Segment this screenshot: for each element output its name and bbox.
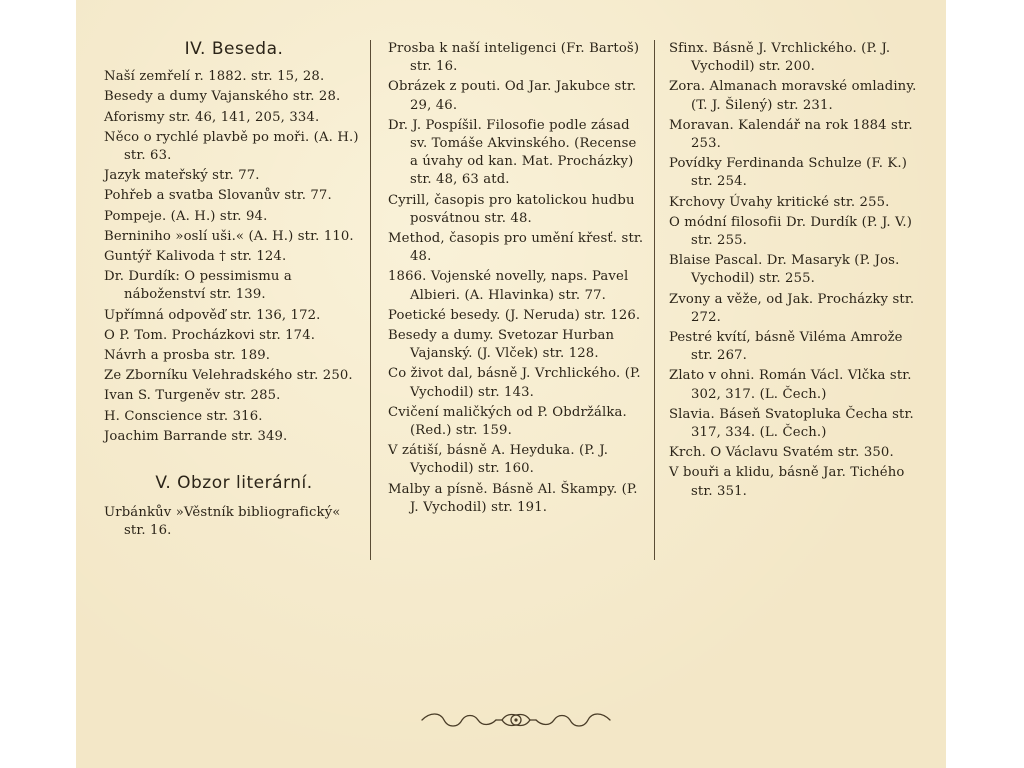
index-entry: Besedy a dumy Vajanského str. 28. xyxy=(104,89,341,105)
index-entry: Slavia. Báseň Svatopluka Čecha str. 317, 334. (L. Čech.) xyxy=(669,406,914,441)
column-divider xyxy=(654,40,655,560)
index-entry: Krchovy Úvahy kritické str. 255. xyxy=(669,194,890,210)
index-entry: Krch. O Václavu Svatém str. 350. xyxy=(669,445,894,461)
index-entry: Návrh a prosba str. 189. xyxy=(104,348,271,364)
index-entry: Blaise Pascal. Dr. Masaryk (P. Jos. Vychodil) str. 255. xyxy=(669,253,900,287)
index-entry: Prosba k naší inteligenci (Fr. Bartoš) str. 16. xyxy=(388,41,640,75)
index-entry: Sfinx. Básně J. Vrchlického. (P. J. Vychodil) str. 200. xyxy=(669,41,891,75)
column-left xyxy=(104,40,364,543)
index-entry: Guntýř Kalivoda † str. 124. xyxy=(104,249,287,265)
document-page xyxy=(76,0,946,768)
index-entry: Ivan S. Turgeněv str. 285. xyxy=(104,388,281,404)
index-entry: Joachim Barrande str. 349. xyxy=(104,428,288,444)
index-entry: H. Conscience str. 316. xyxy=(104,408,263,424)
index-entry: 1866. Vojenské novelly, naps. Pavel Albieri. (A. Hlavinka) str. 77. xyxy=(388,269,629,303)
index-entry: Naší zemřelí r. 1882. str. 15, 28. xyxy=(104,69,325,85)
column-middle xyxy=(388,40,645,519)
index-entry: V zátiší, básně A. Heyduka. (P. J. Vychodil) str. 160. xyxy=(388,443,609,477)
column-right xyxy=(669,40,921,503)
index-entry: Cvičení maličkých od P. Obdržálka. (Red.) str. 159. xyxy=(388,404,627,439)
index-entry: Obrázek z pouti. Od Jar. Jakubce str. 29, 46. xyxy=(388,79,637,113)
index-entry: Dr. J. Pospíšil. Filosofie podle zásad sv. Tomáše Akvinského. (Recense a úvahy od kan. Mat. Procházky) str. 48, 63 atd. xyxy=(388,117,637,188)
index-entry: Jazyk mateřský str. 77. xyxy=(104,168,260,184)
index-entry: Upřímná odpověď str. 136, 172. xyxy=(104,307,321,323)
index-entry: Zlato v ohni. Román Václ. Vlčka str. 302, 317. (L. Čech.) xyxy=(669,368,912,402)
section-heading-beseda: IV. Beseda. xyxy=(184,39,284,59)
index-entry: Pohřeb a svatba Slovanův str. 77. xyxy=(104,188,332,204)
index-entry: O módní filosofii Dr. Durdík (P. J. V.) str. 255. xyxy=(669,214,913,249)
index-entry: Zvony a věže, od Jak. Procházky str. 272. xyxy=(669,291,915,325)
index-entry: Něco o rychlé plavbě po moři. (A. H.) str. 63. xyxy=(104,129,359,164)
index-entry: Aforismy str. 46, 141, 205, 334. xyxy=(104,109,320,125)
column-divider xyxy=(370,40,371,560)
section-heading-obzor-literarni: V. Obzor literární. xyxy=(155,473,313,494)
index-entry: Pestré kvítí, básně Viléma Amrože str. 267. xyxy=(669,330,903,364)
index-entry: Malby a písně. Básně Al. Škampy. (P. J. Vychodil) str. 191. xyxy=(388,481,638,515)
index-entry: Pompeje. (A. H.) str. 94. xyxy=(104,208,268,224)
decorative-ornament-icon xyxy=(416,708,616,732)
index-entry: Zora. Almanach moravské omladiny. (T. J. Šilený) str. 231. xyxy=(669,79,917,113)
index-entry: Poetické besedy. (J. Neruda) str. 126. xyxy=(388,307,641,323)
index-entry: Cyrill, časopis pro katolickou hudbu posvátnou str. 48. xyxy=(388,192,635,226)
index-entry: O P. Tom. Procházkovi str. 174. xyxy=(104,327,316,343)
index-entry: Moravan. Kalendář na rok 1884 str. 253. xyxy=(669,117,913,152)
index-entry: Co život dal, básně J. Vrchlického. (P. Vychodil) str. 143. xyxy=(388,366,641,400)
index-entry: V bouři a klidu, básně Jar. Tichého str. 351. xyxy=(669,465,905,499)
index-entry: Ze Zborníku Velehradského str. 250. xyxy=(104,368,353,384)
index-entry: Povídky Ferdinanda Schulze (F. K.) str. 254. xyxy=(669,156,908,190)
index-entry: Besedy a dumy. Svetozar Hurban Vajanský. (J. Vlček) str. 128. xyxy=(388,328,615,362)
index-entry: Method, časopis pro umění křesť. str. 48. xyxy=(388,231,644,265)
index-entry: Urbánkův »Věstník bibliografický« str. 16. xyxy=(104,505,341,539)
index-entry: Berniniho »oslí uši.« (A. H.) str. 110. xyxy=(104,228,354,244)
index-entry: Dr. Durdík: O pessimismu a náboženství str. 139. xyxy=(104,269,292,303)
